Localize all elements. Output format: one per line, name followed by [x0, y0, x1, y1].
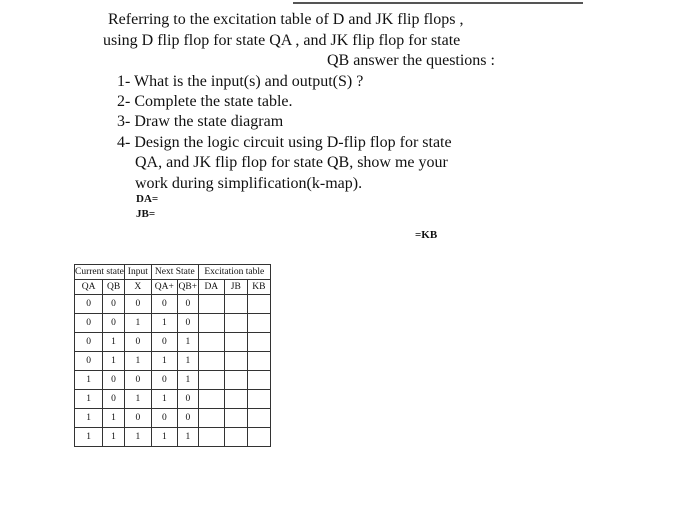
table-cell — [224, 295, 247, 314]
table-cell — [247, 352, 270, 371]
column-header-kb: KB — [247, 280, 270, 295]
table-cell: 1 — [151, 390, 177, 409]
table-cell: 0 — [151, 333, 177, 352]
table-cell: 1 — [103, 333, 125, 352]
table-cell: 1 — [177, 352, 198, 371]
table-row — [75, 352, 271, 371]
table-cell: 1 — [124, 390, 151, 409]
table-cell: 0 — [103, 390, 125, 409]
table-cell — [247, 409, 270, 428]
table-cell: 0 — [75, 352, 103, 371]
table-cell — [198, 333, 224, 352]
group-input: Input — [124, 265, 151, 280]
table-cell — [224, 314, 247, 333]
table-cell: 0 — [124, 333, 151, 352]
table-cell: 0 — [177, 390, 198, 409]
table-cell: 0 — [75, 314, 103, 333]
table-cell: 0 — [124, 295, 151, 314]
table-cell — [224, 371, 247, 390]
table-cell — [247, 371, 270, 390]
table-cell: 1 — [103, 352, 125, 371]
table-cell: 1 — [151, 428, 177, 447]
table-cell: 0 — [124, 371, 151, 390]
column-header-x: X — [124, 280, 151, 295]
table-cell — [198, 428, 224, 447]
table-cell: 1 — [103, 428, 125, 447]
intro-line-3: QB answer the questions : — [327, 52, 495, 69]
table-cell — [224, 428, 247, 447]
table-cell: 1 — [151, 314, 177, 333]
table-cell — [224, 390, 247, 409]
table-cell — [247, 390, 270, 409]
table-cell — [198, 295, 224, 314]
table-cell: 1 — [75, 428, 103, 447]
table-cell — [224, 409, 247, 428]
group-current-state: Current state — [75, 265, 125, 280]
table-cell: 0 — [177, 314, 198, 333]
column-header-jb: JB — [224, 280, 247, 295]
equation-da: DA= — [136, 193, 159, 205]
table-cell: 0 — [75, 295, 103, 314]
table-cell: 1 — [103, 409, 125, 428]
table-cell: 1 — [124, 352, 151, 371]
table-cell: 0 — [124, 409, 151, 428]
table-cell: 1 — [124, 314, 151, 333]
table-cell — [247, 314, 270, 333]
equation-kb: =KB — [415, 229, 438, 241]
table-cell — [198, 371, 224, 390]
table-cell — [247, 428, 270, 447]
table-row — [75, 409, 271, 428]
table-cell: 0 — [151, 409, 177, 428]
table-cell: 1 — [177, 371, 198, 390]
table-cell — [247, 295, 270, 314]
question-4-cont-1: QA, and JK flip flop for state QB, show me your — [135, 154, 448, 171]
table-cell: 1 — [124, 428, 151, 447]
group-excitation-table: Excitation table — [198, 265, 270, 280]
table-cell — [224, 352, 247, 371]
state-table — [74, 264, 271, 447]
table-cell: 0 — [177, 409, 198, 428]
table-cell: 0 — [103, 295, 125, 314]
table-row — [75, 390, 271, 409]
table-cell: 1 — [75, 371, 103, 390]
table-row — [75, 371, 271, 390]
table-cell: 0 — [177, 295, 198, 314]
table-cell: 1 — [151, 352, 177, 371]
question-1: 1- What is the input(s) and output(S) ? — [117, 73, 364, 90]
equation-jb: JB= — [136, 208, 156, 220]
table-cell: 0 — [151, 371, 177, 390]
question-2: 2- Complete the state table. — [117, 93, 293, 110]
question-4-cont-2: work during simplification(k-map). — [135, 175, 363, 192]
table-cell — [198, 314, 224, 333]
group-next-state: Next State — [151, 265, 198, 280]
table-cell: 1 — [177, 428, 198, 447]
column-header-qa: QA — [75, 280, 103, 295]
table-row — [75, 333, 271, 352]
table-cell: 0 — [75, 333, 103, 352]
table-cell — [224, 333, 247, 352]
question-4: 4- Design the logic circuit using D-flip flop for state — [117, 134, 452, 151]
table-cell: 0 — [151, 295, 177, 314]
column-header-da: DA — [198, 280, 224, 295]
intro-line-1: Referring to the excitation table of D and JK flip flops , — [108, 11, 464, 28]
table-cell: 1 — [177, 333, 198, 352]
table-cell — [198, 352, 224, 371]
table-cell: 1 — [75, 409, 103, 428]
table-cell: 0 — [103, 314, 125, 333]
table-cell: 1 — [75, 390, 103, 409]
table-row — [75, 314, 271, 333]
table-cell: 0 — [103, 371, 125, 390]
intro-line-2: using D flip flop for state QA , and JK flip flop for state — [103, 32, 461, 49]
table-cell — [198, 390, 224, 409]
table-row — [75, 428, 271, 447]
table-row — [75, 295, 271, 314]
question-3: 3- Draw the state diagram — [117, 113, 284, 130]
column-header-qb: QB — [103, 280, 125, 295]
table-cell — [247, 333, 270, 352]
column-header-qa-next: QA+ — [151, 280, 177, 295]
table-cell — [198, 409, 224, 428]
column-header-qb-next: QB+ — [177, 280, 198, 295]
top-rule — [293, 2, 583, 4]
